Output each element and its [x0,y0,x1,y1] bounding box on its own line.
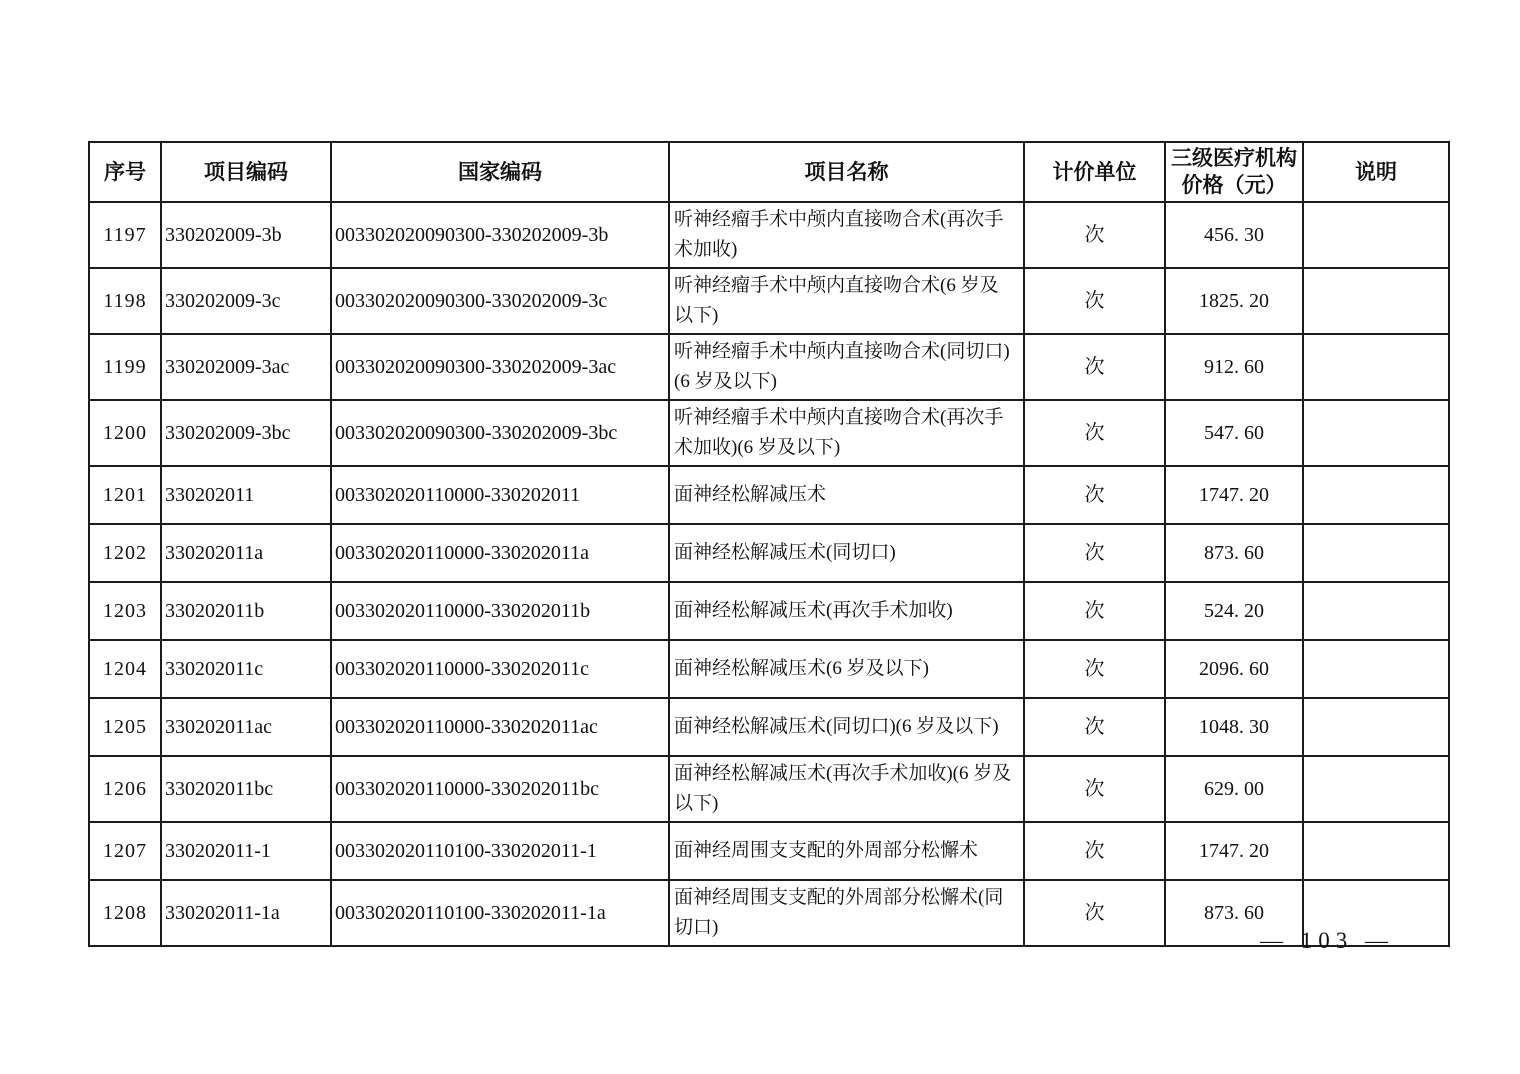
cell-item-code: 330202011ac [161,698,331,756]
cell-item-code: 330202011-1 [161,822,331,880]
cell-note [1303,400,1449,466]
col-header-unit: 计价单位 [1024,142,1165,202]
cell-seq: 1202 [89,524,161,582]
col-header-seq: 序号 [89,142,161,202]
col-header-price-line2: 价格（元） [1181,173,1287,197]
cell-item-code: 330202009-3ac [161,334,331,400]
table-row [89,268,1449,334]
cell-unit: 次 [1024,880,1165,946]
cell-item-name: 听神经瘤手术中颅内直接吻合术(6 岁及以下) [669,268,1024,334]
cell-national-code: 003302020110100-330202011-1a [331,880,669,946]
cell-unit: 次 [1024,400,1165,466]
cell-note [1303,582,1449,640]
cell-item-name: 听神经瘤手术中颅内直接吻合术(再次手术加收)(6 岁及以下) [669,400,1024,466]
cell-seq: 1200 [89,400,161,466]
cell-note [1303,822,1449,880]
cell-unit: 次 [1024,268,1165,334]
cell-item-code: 330202011-1a [161,880,331,946]
cell-national-code: 003302020090300-330202009-3bc [331,400,669,466]
cell-item-code: 330202011c [161,640,331,698]
cell-seq: 1199 [89,334,161,400]
col-header-note: 说明 [1303,142,1449,202]
cell-item-name: 面神经松解减压术 [669,466,1024,524]
table-row [89,334,1449,400]
cell-unit: 次 [1024,698,1165,756]
cell-note [1303,640,1449,698]
col-header-price-line1: 三级医疗机构 [1171,146,1297,170]
cell-item-name: 听神经瘤手术中颅内直接吻合术(同切口)(6 岁及以下) [669,334,1024,400]
cell-national-code: 003302020110000-330202011c [331,640,669,698]
cell-seq: 1208 [89,880,161,946]
cell-price: 1825. 20 [1165,268,1303,334]
cell-note [1303,756,1449,822]
cell-note [1303,202,1449,268]
col-header-national-code: 国家编码 [331,142,669,202]
cell-unit: 次 [1024,524,1165,582]
cell-national-code: 003302020090300-330202009-3ac [331,334,669,400]
cell-unit: 次 [1024,466,1165,524]
cell-item-name: 听神经瘤手术中颅内直接吻合术(再次手术加收) [669,202,1024,268]
cell-national-code: 003302020090300-330202009-3c [331,268,669,334]
cell-price: 524. 20 [1165,582,1303,640]
cell-item-name: 面神经松解减压术(6 岁及以下) [669,640,1024,698]
cell-note [1303,698,1449,756]
cell-seq: 1201 [89,466,161,524]
cell-national-code: 003302020110000-330202011ac [331,698,669,756]
cell-national-code: 003302020110100-330202011-1 [331,822,669,880]
cell-seq: 1198 [89,268,161,334]
cell-item-code: 330202011bc [161,756,331,822]
cell-item-name: 面神经周围支支配的外周部分松懈术 [669,822,1024,880]
cell-seq: 1205 [89,698,161,756]
cell-price: 456. 30 [1165,202,1303,268]
cell-national-code: 003302020110000-330202011a [331,524,669,582]
col-header-item-name: 项目名称 [669,142,1024,202]
col-header-price [1165,142,1303,202]
cell-item-code: 330202011b [161,582,331,640]
cell-item-name: 面神经周围支支配的外周部分松懈术(同切口) [669,880,1024,946]
cell-national-code: 003302020090300-330202009-3b [331,202,669,268]
cell-national-code: 003302020110000-330202011bc [331,756,669,822]
page-number: — 103 — [1260,928,1394,953]
cell-item-name: 面神经松解减压术(再次手术加收) [669,582,1024,640]
cell-item-code: 330202009-3b [161,202,331,268]
cell-unit: 次 [1024,202,1165,268]
cell-item-code: 330202009-3bc [161,400,331,466]
cell-national-code: 003302020110000-330202011b [331,582,669,640]
cell-price: 1747. 20 [1165,466,1303,524]
cell-price: 547. 60 [1165,400,1303,466]
table-row [89,756,1449,822]
cell-price: 912. 60 [1165,334,1303,400]
cell-note [1303,268,1449,334]
cell-seq: 1206 [89,756,161,822]
table-row [89,880,1449,946]
cell-unit: 次 [1024,334,1165,400]
cell-price: 873. 60 [1165,524,1303,582]
cell-national-code: 003302020110000-330202011 [331,466,669,524]
cell-note [1303,334,1449,400]
cell-note [1303,466,1449,524]
col-header-item-code: 项目编码 [161,142,331,202]
cell-item-code: 330202011 [161,466,331,524]
table-header-row [89,142,1449,202]
cell-item-code: 330202011a [161,524,331,582]
cell-price: 1048. 30 [1165,698,1303,756]
cell-unit: 次 [1024,640,1165,698]
table-row [89,822,1449,880]
table-row [89,640,1449,698]
table-row [89,582,1449,640]
cell-seq: 1197 [89,202,161,268]
table-row [89,400,1449,466]
cell-price: 873. 60 [1165,880,1303,946]
cell-price: 1747. 20 [1165,822,1303,880]
cell-unit: 次 [1024,582,1165,640]
price-table [88,141,1450,947]
cell-item-code: 330202009-3c [161,268,331,334]
table-row [89,202,1449,268]
cell-note [1303,524,1449,582]
table-row [89,698,1449,756]
cell-item-name: 面神经松解减压术(再次手术加收)(6 岁及以下) [669,756,1024,822]
cell-price: 629. 00 [1165,756,1303,822]
cell-item-name: 面神经松解减压术(同切口) [669,524,1024,582]
cell-unit: 次 [1024,822,1165,880]
cell-seq: 1204 [89,640,161,698]
table-row [89,466,1449,524]
cell-seq: 1203 [89,582,161,640]
cell-seq: 1207 [89,822,161,880]
cell-unit: 次 [1024,756,1165,822]
cell-price: 2096. 60 [1165,640,1303,698]
table-row [89,524,1449,582]
cell-item-name: 面神经松解减压术(同切口)(6 岁及以下) [669,698,1024,756]
